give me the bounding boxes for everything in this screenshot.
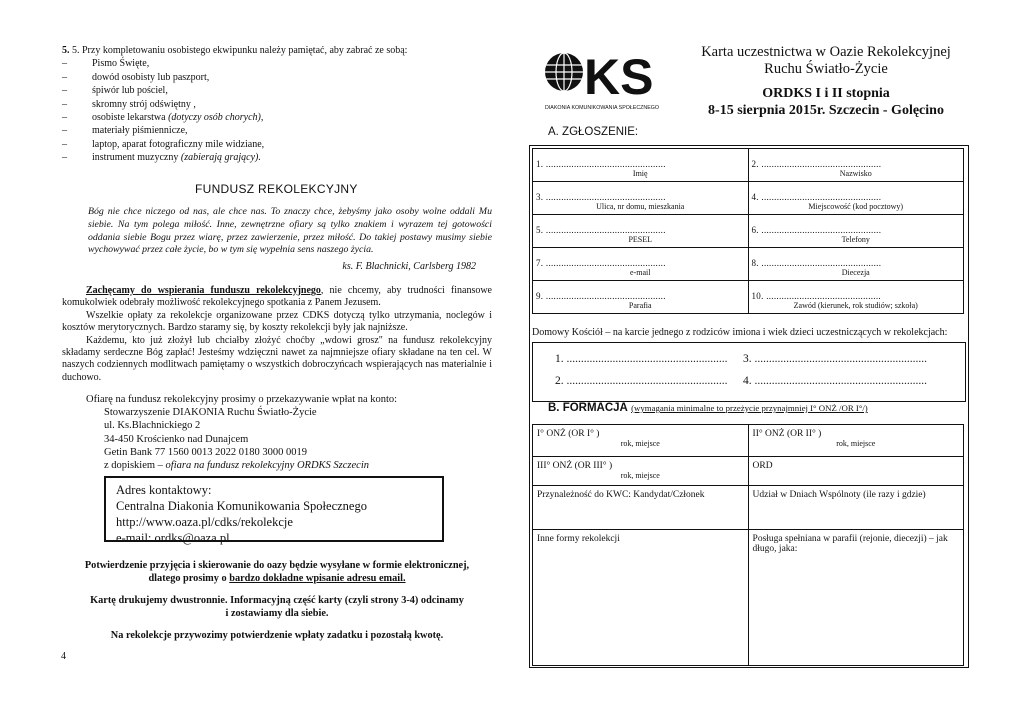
child-field-1[interactable]: 1. ........................................................ [555, 353, 728, 365]
registration-table [532, 148, 964, 314]
field-parish[interactable]: 9. ............................................... Parafia [533, 281, 749, 314]
globe-icon [544, 44, 664, 112]
formation-table [532, 424, 964, 666]
contact-url[interactable]: http://www.oaza.pl/cdks/rekolekcje [116, 515, 293, 529]
form-title: Karta uczestnictwa w Oazie Rekolekcyjnej Ruchu Światło-Życie [701, 44, 951, 77]
field-last-name[interactable]: 2. ............................................... Nazwisko [748, 149, 964, 182]
formation-onz-1[interactable]: I° ONŻ (OR I° ) rok, miejsce [533, 425, 749, 457]
notes [62, 560, 492, 653]
list-item: – laptop, aparat fotograficzny mile widziane, [62, 138, 265, 150]
section-b-title: B. FORMACJA (wymagania minimalne to przeżycie przynajmniej I° ONŻ /OR I°/) [548, 402, 868, 414]
bank-account: Ofiarę na fundusz rekolekcyjny prosimy o przekazywanie wpłat na konto: Stowarzyszenie DIAKONIA Ruchu Światło-Życie ul. Ks.Blachnickiego 2 34-450 Krościenko nad Dunajcem Getin Bank 77 1560 0013 2022 0180 3000 0019 z dopiskiem – ofiara na fundusz rekolekcyjny ORDKS Szczecin [86, 394, 398, 472]
field-street[interactable]: 3. ............................................... Ulica, nr domu, mieszkania [533, 182, 749, 215]
field-diocese[interactable]: 8. ............................................... Diecezja [748, 248, 964, 281]
field-first-name[interactable]: 1. ............................................... Imię [533, 149, 749, 182]
formation-other[interactable]: Inne formy rekolekcji [533, 530, 749, 666]
list-item: – Pismo Święte, [62, 58, 150, 70]
field-pesel[interactable]: 5. ............................................... PESEL [533, 215, 749, 248]
list-item: – śpiwór lub pościel, [62, 85, 168, 97]
note-print: Kartę drukujemy dwustronnie. Informacyjną część karty (czyli strony 3-4) odcinamy i zostawiamy dla siebie. [90, 595, 464, 619]
equipment-list [62, 44, 502, 165]
fund-paragraphs [62, 285, 492, 384]
section-a-title: A. ZGŁOSZENIE: [548, 126, 639, 138]
note-email: Potwierdzenie przyjęcia i skierowanie do oazy będzie wysyłane w formie elektronicznej, dlatego prosimy o bardzo dokładne wpisanie adresu email. [84, 560, 470, 584]
children-box [532, 342, 966, 402]
church-note: Domowy Kościół – na karcie jednego z rodziców imiona i wiek dzieci uczestniczących w rekolekcjach: [532, 327, 948, 338]
list-item: – materiały piśmiennicze, [62, 125, 188, 137]
list-item: – osobiste lekarstwa (dotyczy osób chorych), [62, 112, 264, 124]
paragraph: Zachęcamy do wspierania funduszu rekolekcyjnego, nie chcemy, aby trudności finansowe komukolwiek odebrały możliwość rekolekcyjnego spotkania z Panem Jezusem. [62, 285, 492, 309]
note-payment: Na rekolekcje przywozimy potwierdzenie wpłaty zadatku i pozostałą kwotę. [110, 630, 444, 642]
formation-kwc[interactable]: Przynależność do KWC: Kandydat/Członek [533, 486, 749, 530]
formation-service[interactable]: Posługa spełniana w parafii (rejonie, diecezji) – jak długo, jaka: [748, 530, 963, 666]
logo-text: KS [584, 49, 654, 105]
page-number: 4 [61, 651, 66, 662]
formation-onz-3[interactable]: III° ONŻ (OR III° ) rok, miejsce [533, 457, 749, 486]
formation-community-days[interactable]: Udział w Dniach Wspólnoty (ile razy i gdzie) [748, 486, 963, 530]
event-info: ORDKS I i II stopnia 8-15 sierpnia 2015r. Szczecin - Golęcino [708, 86, 944, 118]
fund-title: FUNDUSZ REKOLEKCYJNY [195, 182, 358, 196]
child-field-2[interactable]: 2. ........................................................ [555, 375, 728, 387]
field-phones[interactable]: 6. ............................................... Telefony [748, 215, 964, 248]
paragraph: Wszelkie opłaty za rekolekcje organizowane przez CDKS dotyczą tylko utrzymania, noclegów i kosztów merytorycznych. Bardzo staramy się, by koszty rekolekcji były jak najniższe. [62, 309, 492, 334]
list-item: – skromny strój odświętny , [62, 98, 196, 110]
child-field-3[interactable]: 3. ............................................................ [743, 353, 927, 365]
logo-caption: DIAKONIA KOMUNIKOWANIA SPOŁECZNEGO [545, 105, 660, 111]
quote: Bóg nie chce niczego od nas, ale chce nas. To znaczy chce, żebyśmy jako osoby wolne oddali Mu siebie. Na tym polega miłość. Inne, zewnętrzne ofiary są tylko znakiem i wyrazem tej gotowości oddania siebie Bogu przez wiarę, przez zawierzenie, przez miłość. Do takiej postawy musimy siebie wychowywać przez całe życie, bo w tym się wypełnia sens naszego życia. [88, 206, 492, 256]
ks-logo [544, 44, 664, 112]
child-field-4[interactable]: 4. ............................................................ [743, 375, 927, 387]
field-occupation[interactable]: 10. ............................................. Zawód (kierunek, rok studiów; szkoła) [748, 281, 964, 314]
formation-ord[interactable]: ORD [748, 457, 963, 486]
quote-author: ks. F. Blachnicki, Carlsberg 1982 [342, 261, 476, 272]
equipment-heading: 5. 5. Przy kompletowaniu osobistego ekwipunku należy pamiętać, aby zabrać ze sobą: [62, 45, 408, 56]
contact-box: Adres kontaktowy: Centralna Diakonia Komunikowania Społecznego http://www.oaza.pl/cdks/rekolekcje e-mail: ordks@oaza.pl [104, 476, 444, 542]
list-item: – instrument muzyczny (zabierają grający). [62, 152, 261, 164]
field-email[interactable]: 7. ............................................... e-mail [533, 248, 749, 281]
list-item: – dowód osobisty lub paszport, [62, 71, 210, 83]
paragraph: Każdemu, kto już złożył lub chciałby złożyć choćby „wdowi grosz" na fundusz rekolekcyjny składamy serdeczne Bóg zapłać! Jesteśmy wdzięczni nawet za najmniejsze ofiary składane na ten cel. W naszych codziennych modlitwach pamiętamy o wszystkich dobroczyńcach wspierających nas materialnie i duchowo. [62, 334, 492, 383]
field-city[interactable]: 4. ............................................... Miejscowość (kod pocztowy) [748, 182, 964, 215]
formation-onz-2[interactable]: II° ONŻ (OR II° ) rok, miejsce [748, 425, 963, 457]
contact-email[interactable]: e-mail: ordks@oaza.pl [116, 531, 230, 545]
